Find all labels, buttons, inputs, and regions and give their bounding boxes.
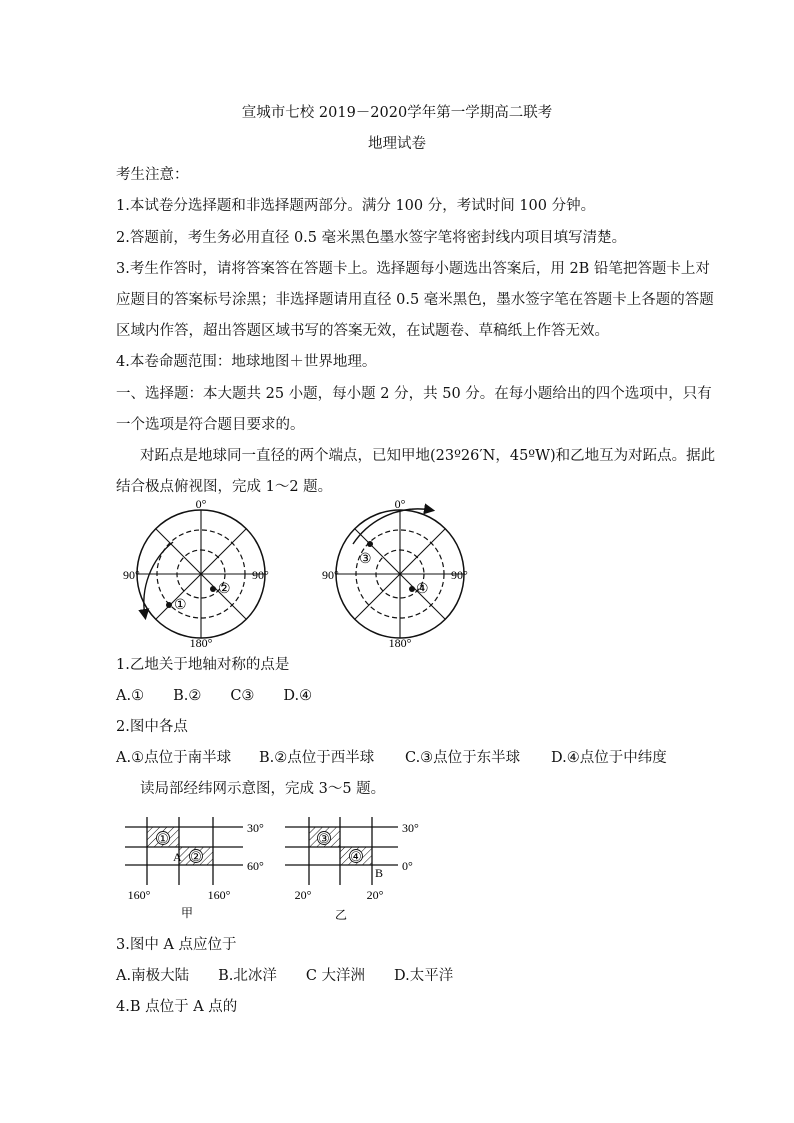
point-marker-4 [409,586,415,592]
question-3-options: A.南极大陆 B.北冰洋 C 大洋洲 D.太平洋 [116,968,454,984]
point-label-4: ④ [416,582,429,597]
lon-label-right-yi: 20° [366,888,384,902]
question-1-options: A.① B.② C③ D.④ [116,688,313,704]
point-label-1: ① [174,598,187,613]
caption-yi: 乙 [334,908,348,922]
section-1-line-1: 一、选择题：本大题共 25 小题，每小题 2 分，共 50 分。在每小题给出的四个选项中，只有 [116,386,712,402]
exam-title: 宣城市七校 2019－2020学年第一学期高二联考 [241,105,553,121]
graticule-jia [125,817,243,885]
question-1-stem: 1.乙地关于地轴对称的点是 [116,657,290,673]
question-4-stem: 4.B 点位于 A 点的 [116,999,238,1015]
passage-1-line-1: 对跖点是地球同一直径的两个端点，已知甲地(23º26′N，45ºW)和乙地互为对跖点。据此 [140,448,716,464]
notice-item-2: 2.答题前，考生务必用直径 0.5 毫米黑色墨水签字笔将密封线内项目填写清楚。 [116,230,627,246]
question-2-option-a: A.①点位于南半球 [116,750,232,766]
passage-2-line-1: 读局部经纬网示意图，完成 3～5 题。 [140,781,386,797]
lon-label-left-jia: 160° [127,888,151,902]
lat-label-bottom-jia: 60° [247,859,264,873]
lon-label-top: 0° [394,498,406,511]
lon-label-bottom: 180° [189,636,213,648]
lon-label-left: 90° [123,568,140,582]
point-marker-3 [367,541,373,547]
notice-item-1: 1.本试卷分选择题和非选择题两部分。满分 100 分，考试时间 100 分钟。 [116,198,596,214]
lon-label-right-jia: 160° [207,888,231,902]
question-2-option-d: D.④点位于中纬度 [551,750,667,766]
point-label-2: ② [218,582,231,597]
lon-label-left: 90° [322,568,339,582]
box-label-1: ① [157,831,169,846]
box-label-4: ④ [350,849,362,864]
notice-item-3-line-3: 区域内作答，超出答题区域书写的答案无效，在试题卷、草稿纸上作答无效。 [116,323,609,339]
section-1-line-2: 一个选项是符合题目要求的。 [116,417,305,433]
exam-subject: 地理试卷 [368,136,426,152]
point-label-a: A [173,850,182,864]
point-label-b: B [375,866,384,880]
box-label-2: ② [190,849,202,864]
lon-label-right: 90° [252,568,269,582]
notice-item-4: 4.本卷命题范围：地球地图＋世界地理。 [116,354,377,370]
notice-item-3-line-2: 应题目的答案标号涂黑；非选择题请用直径 0.5 毫米黑色，墨水签字笔在答题卡上各题的答题 [116,292,714,308]
lon-label-bottom: 180° [388,636,412,648]
point-marker-2 [210,586,216,592]
lon-label-top: 0° [195,498,207,511]
caption-jia: 甲 [180,906,194,920]
point-label-3: ③ [359,552,372,567]
box-label-3: ③ [318,831,330,846]
graticule-figure [115,815,435,923]
polar-disc-left [137,510,265,638]
notice-item-3-line-1: 3.考生作答时，请将答案答在答题卡上。选择题每小题选出答案后，用 2B 铅笔把答题卡上对 [116,261,710,277]
question-2-option-c: C.③点位于东半球 [405,750,521,766]
question-2-stem: 2.图中各点 [116,719,188,735]
polar-disc-right [336,509,464,638]
lon-label-left-yi: 20° [294,888,312,902]
notice-heading: 考生注意： [116,167,189,183]
lat-label-top-yi: 30° [402,821,419,835]
lon-label-right: 90° [451,568,468,582]
question-3-stem: 3.图中 A 点应位于 [116,937,237,953]
lat-label-top-jia: 30° [247,821,264,835]
polar-view-figure [115,498,485,648]
passage-1-line-2: 结合极点俯视图，完成 1～2 题。 [116,479,333,495]
point-marker-1 [166,602,172,608]
question-2-option-b: B.②点位于西半球 [259,750,375,766]
lat-label-bottom-yi: 0° [402,859,413,873]
